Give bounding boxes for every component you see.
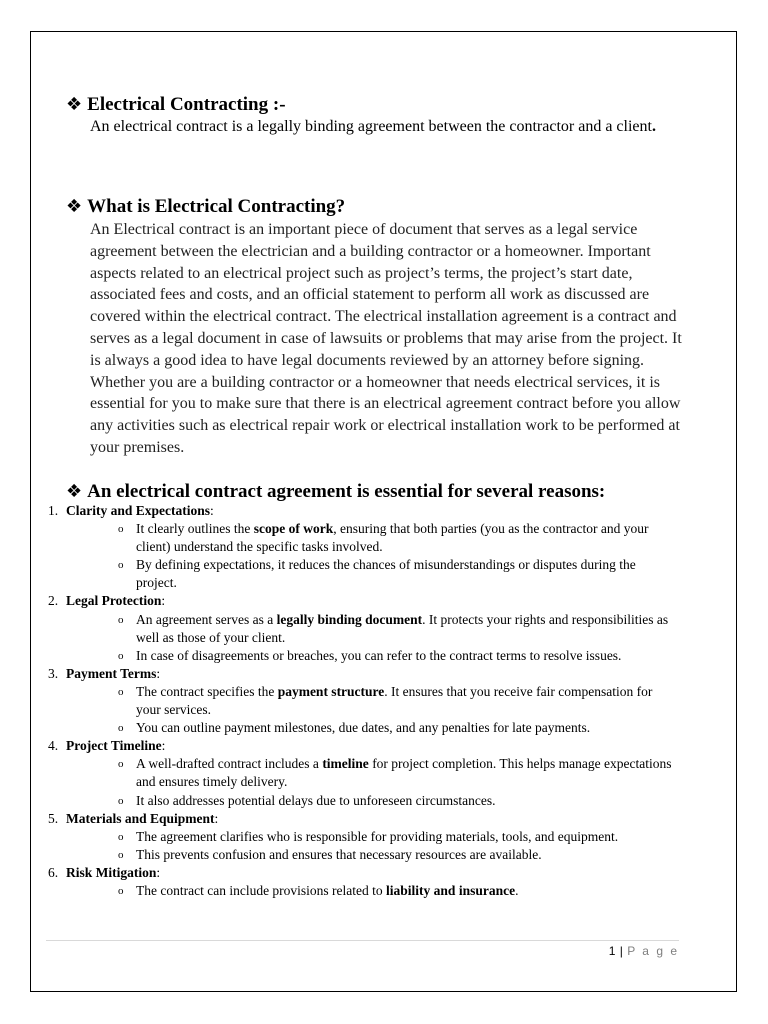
diamond-bullet-icon: ❖ <box>66 94 83 115</box>
list-item-title <box>66 810 218 828</box>
circle-bullet-icon: o <box>118 758 124 771</box>
sub-item-text <box>136 556 676 592</box>
text-pre: It clearly outlines the <box>136 521 254 537</box>
footer-separator: | <box>619 944 624 958</box>
section-heading <box>66 196 686 218</box>
circle-bullet-icon: o <box>118 848 124 861</box>
list-item <box>48 864 688 882</box>
sub-list-item <box>118 792 688 810</box>
text-pre: The agreement clarifies who is responsible for providing materials, tools, and equipment. <box>136 828 619 844</box>
text-post: for project completion. This helps manage expectations and ensures timely delivery. <box>136 756 672 790</box>
diamond-bullet-icon: ❖ <box>66 481 83 502</box>
list-item-title <box>66 592 165 610</box>
title-suffix: : <box>156 864 161 880</box>
sub-item-text <box>136 792 676 810</box>
list-item <box>48 592 688 610</box>
section-paragraph: An Electrical contract is an important piece of document that serves as a legal service agreement between the electrician and a building contractor or a homeowner. Important aspects related to an electrical project such as project’s terms, the project’s start date, associated fees and costs, and an official statement to perform all work as discussed are covered within the electrical contract. The electrical installation agreement is a contract and serves as a legal document in case of lawsuits or problems that may arise from the project. It is always a good idea to have legal documents reviewed by an attorney before signing. Whether you are a building contractor or a homeowner that needs electrical services, it is essential for you to make sure that there is an electrical agreement contract before you allow any activities such as electrical repair work or electrical installation work to be performed at your premises. <box>90 221 682 456</box>
title-suffix: : <box>161 593 166 609</box>
heading-text: An electrical contract agreement is essential for several reasons: <box>87 481 606 502</box>
sub-list-item <box>118 755 688 791</box>
text-bold: scope of work <box>253 521 334 537</box>
text-post: . It ensures that you receive fair compensation for your services. <box>136 683 653 718</box>
text-pre: This prevents confusion and ensures that necessary resources are available. <box>136 846 542 862</box>
section-reasons <box>66 481 706 503</box>
list-number: 2. <box>48 593 59 609</box>
list-item <box>48 665 688 683</box>
sub-list-item <box>118 846 688 864</box>
circle-bullet-icon: o <box>118 722 124 735</box>
list-item <box>48 502 688 520</box>
page-number: 1 <box>608 944 616 958</box>
section-what-is <box>66 196 686 459</box>
sub-list-item <box>118 520 688 556</box>
text-bold: payment structure <box>277 683 385 699</box>
section-heading <box>66 94 686 116</box>
section-electrical-contracting <box>66 94 686 138</box>
title-text: Project Timeline <box>66 738 162 754</box>
circle-bullet-icon: o <box>118 794 124 807</box>
text-pre: You can outline payment milestones, due dates, and any penalties for late payments. <box>136 720 591 736</box>
title-text: Legal Protection <box>66 593 162 609</box>
title-text: Materials and Equipment <box>66 810 215 826</box>
title-text: Payment Terms <box>66 665 157 681</box>
sub-item-text <box>136 846 676 864</box>
circle-bullet-icon: o <box>118 830 124 843</box>
text-pre: The contract specifies the <box>136 683 278 699</box>
text-post: , ensuring that both parties (you as the contractor and your client) understand the specific tasks involved. <box>136 521 649 555</box>
reasons-list <box>48 502 688 900</box>
title-suffix: : <box>214 810 219 826</box>
page-label: P a g e <box>627 944 679 958</box>
title-text: Risk Mitigation <box>66 864 157 880</box>
heading-text: Electrical Contracting :- <box>87 94 286 115</box>
section-heading <box>66 481 706 503</box>
list-item-title <box>66 502 214 520</box>
section-paragraph <box>66 116 686 138</box>
list-number: 4. <box>48 738 59 754</box>
title-suffix: : <box>161 738 166 754</box>
sub-list-item <box>118 828 688 846</box>
list-number: 5. <box>48 810 59 826</box>
sub-list-item <box>118 556 688 592</box>
list-item <box>48 810 688 828</box>
list-item-title <box>66 665 160 683</box>
circle-bullet-icon: o <box>118 613 124 626</box>
heading-text: What is Electrical Contracting? <box>87 196 346 217</box>
sub-list-item <box>118 882 688 900</box>
text-post: . <box>515 882 519 898</box>
sub-item-text <box>136 520 676 556</box>
text-bold: liability and insurance <box>386 882 516 898</box>
list-item-title <box>66 737 165 755</box>
text-pre: In case of disagreements or breaches, you can refer to the contract terms to resolve issues. <box>136 647 622 663</box>
sub-item-text <box>136 683 676 719</box>
sub-list-item <box>118 611 688 647</box>
paragraph-period: . <box>651 118 656 135</box>
circle-bullet-icon: o <box>118 523 124 536</box>
list-number: 3. <box>48 665 59 681</box>
list-item <box>48 737 688 755</box>
sub-item-text <box>136 647 676 665</box>
list-number: 6. <box>48 864 59 880</box>
list-item-title <box>66 864 160 882</box>
circle-bullet-icon: o <box>118 649 124 662</box>
text-pre: It also addresses potential delays due to unforeseen circumstances. <box>136 792 496 808</box>
text-pre: An agreement serves as a <box>136 611 277 627</box>
sub-item-text <box>136 828 676 846</box>
sub-item-text <box>136 755 676 791</box>
sub-item-text <box>136 882 676 900</box>
sub-list-item <box>118 719 688 737</box>
list-number: 1. <box>48 503 59 518</box>
text-pre: The contract can include provisions related to <box>136 882 387 898</box>
text-bold: legally binding document <box>276 611 423 627</box>
sub-list-item <box>118 647 688 665</box>
footer-divider <box>46 940 679 941</box>
circle-bullet-icon: o <box>118 685 124 698</box>
text-post: . It protects your rights and responsibilities as well as those of your client. <box>136 611 669 645</box>
sub-item-text <box>136 611 676 647</box>
text-pre: A well-drafted contract includes a <box>136 756 323 772</box>
title-text: Clarity and Expectations <box>66 503 211 518</box>
text-pre: By defining expectations, it reduces the chances of misunderstandings or disputes during the project. <box>136 557 636 591</box>
page-footer <box>609 944 679 958</box>
sub-item-text <box>136 719 676 737</box>
diamond-bullet-icon: ❖ <box>66 196 83 217</box>
circle-bullet-icon: o <box>118 884 124 897</box>
title-suffix: : <box>210 503 214 518</box>
paragraph-text: An electrical contract is a legally binding agreement between the contractor and a client <box>90 118 652 135</box>
sub-list-item <box>118 683 688 719</box>
text-bold: timeline <box>322 756 369 772</box>
circle-bullet-icon: o <box>118 559 124 572</box>
title-suffix: : <box>156 665 161 681</box>
